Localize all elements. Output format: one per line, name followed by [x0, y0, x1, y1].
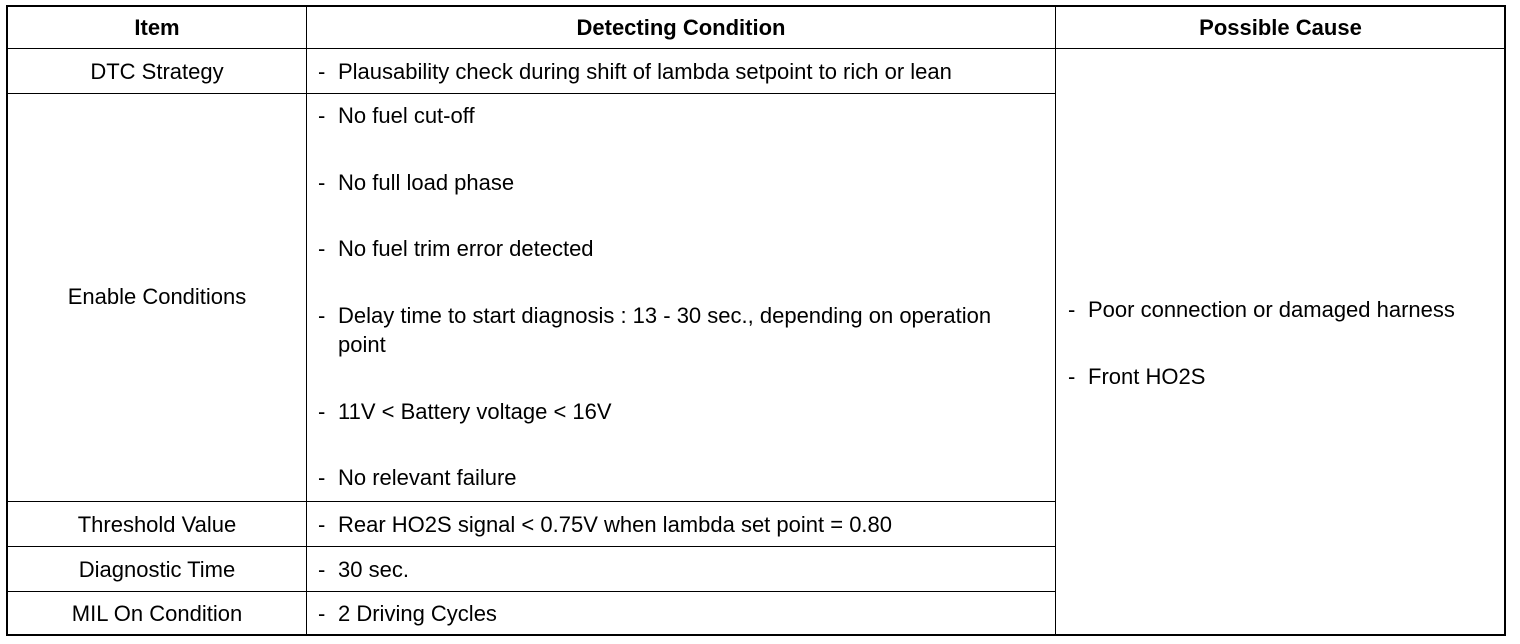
header-detecting-condition: Detecting Condition [576, 15, 786, 40]
item-diagnostic-time: Diagnostic Time [78, 557, 236, 582]
list-item: - Rear HO2S signal < 0.75V when lambda set point = 0.80 [318, 512, 893, 537]
list-item: - Delay time to start diagnosis : 13 - 30 sec., depending on operation point [318, 303, 992, 357]
list-item: - No relevant failure [318, 465, 517, 490]
header-divider [7, 48, 1505, 49]
row-divider-1 [7, 93, 1056, 94]
row-divider-2 [7, 501, 1056, 502]
item-threshold-value: Threshold Value [77, 512, 237, 537]
list-item: - 30 sec. [318, 557, 409, 582]
list-item: - Poor connection or damaged harness [1068, 297, 1455, 322]
row-divider-3 [7, 546, 1056, 547]
header-possible-cause: Possible Cause [1199, 15, 1362, 40]
item-mil-on-condition: MIL On Condition [71, 601, 243, 626]
list-item: - No full load phase [318, 170, 515, 195]
list-item: - Front HO2S [1068, 364, 1206, 389]
list-item: - 2 Driving Cycles [318, 601, 497, 626]
list-item: - No fuel cut-off [318, 103, 475, 128]
col-divider-1 [306, 6, 307, 635]
col-divider-2 [1055, 6, 1056, 635]
item-dtc-strategy: DTC Strategy [90, 59, 224, 84]
item-enable-conditions: Enable Conditions [67, 284, 247, 309]
list-item: - No fuel trim error detected [318, 236, 594, 261]
list-item: - 11V < Battery voltage < 16V [318, 399, 612, 424]
row-divider-4 [7, 591, 1056, 592]
list-item: - Plausability check during shift of lambda setpoint to rich or lean [318, 59, 952, 84]
header-item: Item [134, 15, 180, 40]
